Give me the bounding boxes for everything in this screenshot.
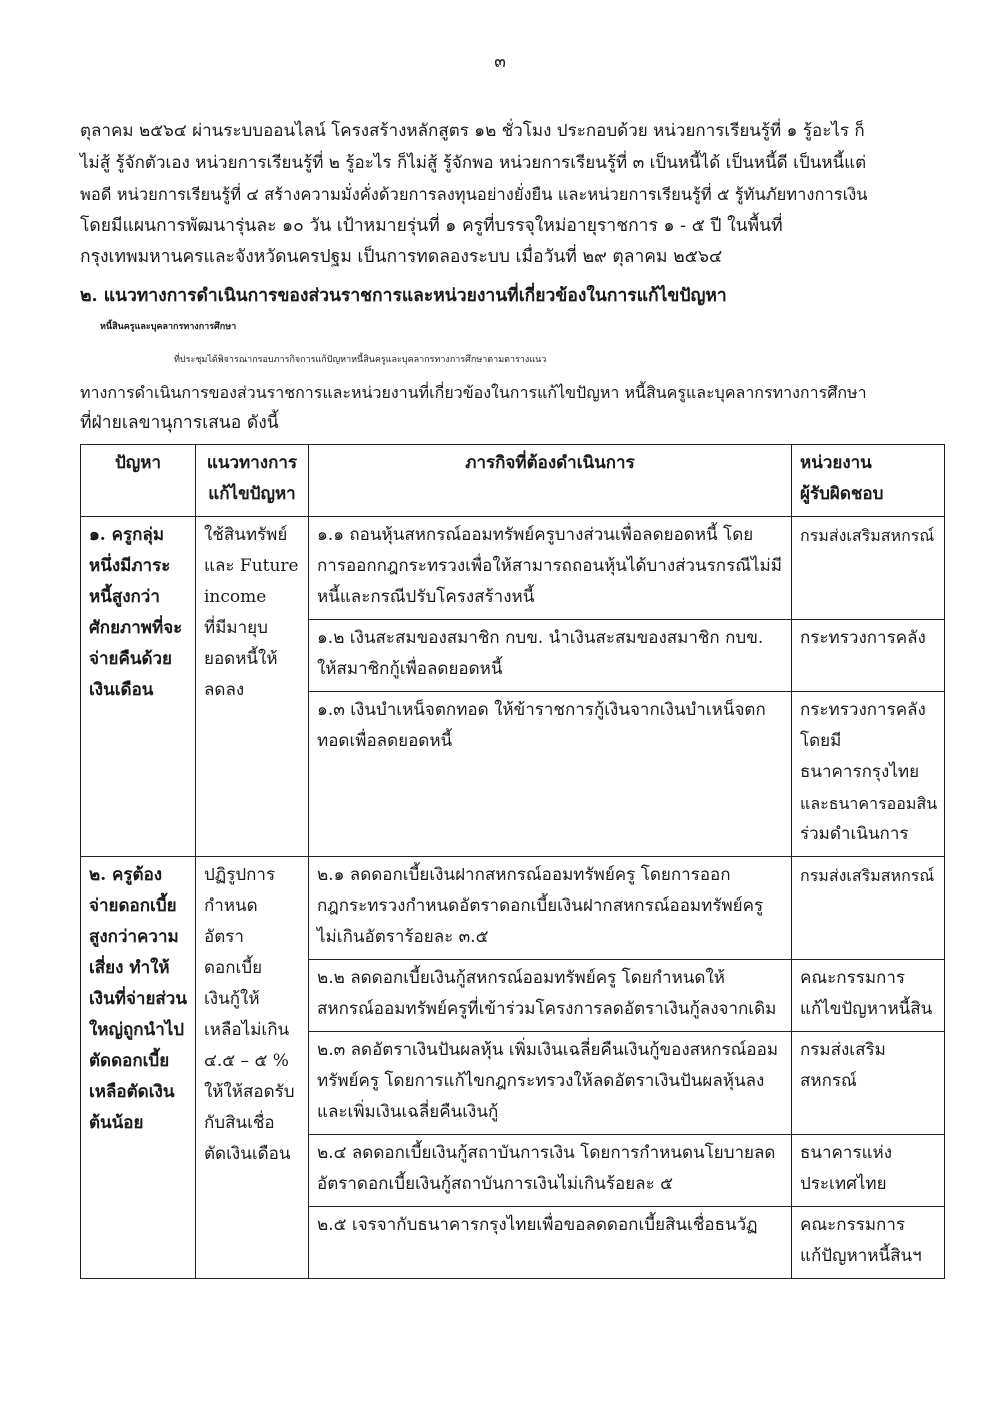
mission-line: สหกรณ์ออมทรัพย์ครูที่เข้าร่วมโครงการลดอัตราเงินกู้ลงจากเดิม bbox=[317, 999, 777, 1019]
problem-line: ๑. ครูกลุ่ม bbox=[89, 525, 165, 545]
mission-cell bbox=[309, 620, 792, 692]
approach-line: อัตรา bbox=[204, 927, 244, 947]
mission-cell bbox=[309, 857, 792, 960]
approach-line: ปฏิรูปการ bbox=[204, 865, 276, 885]
agency-line: ประเทศไทย bbox=[800, 1174, 887, 1194]
page-number: ๓ bbox=[494, 52, 506, 72]
mission-line: อัตราดอกเบี้ยเงินกู้สถาบันการเงินไม่เกินร้อยละ ๕ bbox=[317, 1174, 673, 1194]
problem-line: จ่ายคืนด้วย bbox=[89, 649, 173, 669]
agency-line: กรมส่งเสริม bbox=[800, 1040, 886, 1060]
problem-line: หนึ่งมีภาระ bbox=[89, 556, 171, 576]
agency-line: แก้ไขปัญหาหนี้สิน bbox=[800, 999, 933, 1019]
mission-cell bbox=[309, 692, 792, 857]
agency-line: กรมส่งเสริมสหกรณ์ bbox=[800, 866, 935, 885]
problem-line: หนี้สูงกว่า bbox=[89, 587, 160, 607]
agency-cell bbox=[792, 692, 945, 857]
approach-line: และ Future bbox=[204, 556, 299, 576]
agency-line: กระทรวงการคลัง bbox=[800, 700, 926, 720]
table-row bbox=[81, 857, 945, 960]
mission-line: ไม่เกินอัตราร้อยละ ๓.๕ bbox=[317, 927, 489, 947]
mission-cell bbox=[309, 1207, 792, 1279]
agency-cell bbox=[792, 1032, 945, 1135]
approach-line: ยอดหนี้ให้ bbox=[204, 649, 278, 669]
mission-line: การออกกฎกระทรวงเพื่อให้สามารถถอนหุ้นได้บางส่วนรกรณีไม่มี bbox=[317, 556, 782, 576]
text-line: ที่ประชุมได้พิจารณากรอบภารกิจการแก้ปัญหาหนี้สินครูและบุคลากรทางการศึกษาตามตารางแนว bbox=[174, 355, 547, 365]
problem-line: เหลือตัดเงิน bbox=[89, 1082, 175, 1102]
text-line: พอดี หน่วยการเรียนรู้ที่ ๔ สร้างความมั่งคั่งด้วยการลงทุนอย่างยั่งยืน และหน่วยการเรียนรู้ที่ ๕ รู้ทันภัยทางการเงิน bbox=[80, 185, 868, 204]
mission-line: ๒.๑ ลดดอกเบี้ยเงินฝากสหกรณ์ออมทรัพย์ครู โดยการออก bbox=[317, 865, 731, 885]
consideration-paragraph bbox=[80, 345, 873, 440]
agency-cell bbox=[792, 960, 945, 1032]
mission-line: ทรัพย์ครู โดยการแก้ไขกฎกระทรวงให้ลดอัตราเงินปันผลหุ้นลง bbox=[317, 1071, 765, 1091]
text-line: โดยมีแผนการพัฒนารุ่นละ ๑๐ วัน เป้าหมายรุ่นที่ ๑ ครูที่บรรจุใหม่อายุราชการ ๑ - ๕ ปี ในพื้นที่ bbox=[80, 215, 783, 236]
section-heading bbox=[80, 281, 880, 343]
agency-line: กรมส่งเสริมสหกรณ์ bbox=[800, 526, 935, 545]
mission-cell bbox=[309, 1135, 792, 1207]
table-row bbox=[81, 517, 945, 620]
mission-line: กฎกระทรวงกำหนดอัตราดอกเบี้ยเงินฝากสหกรณ์ออมทรัพย์ครู bbox=[317, 896, 764, 916]
mission-line: ๑.๑ ถอนหุ้นสหกรณ์ออมทรัพย์ครูบางส่วนเพื่อลดยอดหนี้ โดย bbox=[317, 525, 754, 545]
agency-line: แก้ปัญหาหนี้สินฯ bbox=[800, 1246, 922, 1266]
agency-line: ธนาคารกรุงไทย bbox=[800, 762, 920, 782]
problem-cell bbox=[81, 517, 196, 857]
agency-cell bbox=[792, 1135, 945, 1207]
section-heading-line: หนี้สินครูและบุคลากรทางการศึกษา bbox=[100, 322, 237, 332]
problem-line: ศักยภาพที่จะ bbox=[89, 618, 183, 638]
problem-cell bbox=[81, 857, 196, 1279]
approach-line: เงินกู้ให้ bbox=[204, 989, 260, 1009]
mission-cell bbox=[309, 1032, 792, 1135]
approach-cell bbox=[196, 517, 309, 857]
intro-paragraph bbox=[80, 116, 873, 274]
text-line: ตุลาคม ๒๕๖๔ ผ่านระบบออนไลน์ โครงสร้างหลักสูตร ๑๒ ชั่วโมง ประกอบด้วย หน่วยการเรียนรู้ที่ ๑ รู้อะไร ก็ bbox=[80, 121, 865, 141]
problem-line: จ่ายดอกเบี้ย bbox=[89, 896, 177, 916]
table-header-row bbox=[81, 445, 945, 517]
mission-line: หนี้และกรณีปรับโครงสร้างหนี้ bbox=[317, 587, 535, 607]
problem-line: ตัดดอกเบี้ย bbox=[89, 1051, 170, 1071]
mission-line: ทอดเพื่อลดยอดหนี้ bbox=[317, 731, 453, 751]
mission-line: ให้สมาชิกกู้เพื่อลดยอดหนี้ bbox=[317, 659, 503, 679]
mission-line: ๒.๔ ลดดอกเบี้ยเงินกู้สถาบันการเงิน โดยการกำหนดนโยบายลด bbox=[317, 1143, 776, 1163]
agency-line: ธนาคารแห่ง bbox=[800, 1143, 893, 1163]
agency-line: คณะกรรมการ bbox=[800, 1215, 906, 1235]
mission-line: ๒.๒ ลดดอกเบี้ยเงินกู้สหกรณ์ออมทรัพย์ครู โดยกำหนดให้ bbox=[317, 968, 725, 988]
mission-cell bbox=[309, 517, 792, 620]
agency-line: กระทรวงการคลัง bbox=[800, 628, 926, 648]
approach-line: กำหนด bbox=[204, 896, 258, 916]
agency-line: โดยมี bbox=[800, 731, 842, 751]
approach-line: ลดลง bbox=[204, 680, 245, 700]
mission-line: ๒.๓ ลดอัตราเงินปันผลหุ้น เพิ่มเงินเฉลี่ยคืนเงินกู้ของสหกรณ์ออม bbox=[317, 1040, 779, 1060]
mission-line: และเพิ่มเงินเฉลี่ยคืนเงินกู้ bbox=[317, 1102, 499, 1122]
section-heading-line: ๒. แนวทางการดำเนินการของส่วนราชการและหน่วยงานที่เกี่ยวข้องในการแก้ไขปัญหา bbox=[80, 286, 727, 306]
header-approach: แนวทางการ แก้ไขปัญหา bbox=[196, 445, 309, 517]
header-mission: ภารกิจที่ต้องดำเนินการ bbox=[309, 445, 792, 517]
agency-cell bbox=[792, 620, 945, 692]
approach-line: เหลือไม่เกิน bbox=[204, 1020, 290, 1040]
problem-line: ต้นน้อย bbox=[89, 1113, 144, 1133]
approach-line: ให้ให้สอดรับ bbox=[204, 1082, 295, 1102]
approach-line: ดอกเบี้ย bbox=[204, 958, 263, 978]
agency-line: ร่วมดำเนินการ bbox=[800, 824, 909, 844]
approach-line: ๔.๕ – ๕ % bbox=[204, 1051, 289, 1071]
approach-line: กับสินเชื่อ bbox=[204, 1113, 275, 1133]
header-agency: หน่วยงาน ผู้รับผิดชอบ bbox=[792, 445, 945, 517]
problem-line: เงินเดือน bbox=[89, 680, 154, 700]
problem-line: ใหญ่ถูกนำไป bbox=[89, 1020, 185, 1040]
approach-line: ตัดเงินเดือน bbox=[204, 1144, 291, 1164]
mission-line: ๑.๒ เงินสะสมของสมาชิก กบข. นำเงินสะสมของสมาชิก กบข. bbox=[317, 628, 764, 648]
problem-line: เสี่ยง ทำให้ bbox=[89, 958, 170, 978]
problem-line: ๒. ครูต้อง bbox=[89, 865, 163, 885]
agency-cell bbox=[792, 1207, 945, 1279]
mission-line: ๒.๕ เจรจากับธนาคารกรุงไทยเพื่อขอลดดอกเบี้ยสินเชื่อธนวัฏ bbox=[317, 1215, 758, 1235]
text-line: กรุงเทพมหานครและจังหวัดนครปฐม เป็นการทดลองระบบ เมื่อวันที่ ๒๙ ตุลาคม ๒๕๖๔ bbox=[80, 247, 723, 267]
approach-line: ใช้สินทรัพย์ bbox=[204, 525, 288, 545]
table-body bbox=[81, 517, 945, 1279]
approach-cell bbox=[196, 857, 309, 1279]
agency-line: สหกรณ์ bbox=[800, 1071, 857, 1091]
text-line: ทางการดำเนินการของส่วนราชการและหน่วยงานที่เกี่ยวข้องในการแก้ไขปัญหา หนี้สินครูและบุคลากรทางการศึกษา bbox=[80, 382, 867, 402]
responsibility-table bbox=[80, 444, 945, 1279]
header-problem: ปัญหา bbox=[81, 445, 196, 517]
agency-line: และธนาคารออมสิน bbox=[800, 794, 938, 813]
agency-cell bbox=[792, 517, 945, 620]
mission-cell bbox=[309, 960, 792, 1032]
text-line: ไม่สู้ รู้จักตัวเอง หน่วยการเรียนรู้ที่ ๒ รู้อะไร ก็ไม่สู้ รู้จักพอ หน่วยการเรียนรู้ที่ ๓ เป็นหนี้ได้ เป็นหนี้ดี เป็นหนี้แต่ bbox=[80, 152, 867, 173]
approach-line: ที่มีมายุบ bbox=[204, 618, 268, 638]
problem-line: เงินที่จ่ายส่วน bbox=[89, 989, 187, 1009]
approach-line: income bbox=[204, 587, 267, 607]
text-line: ที่ฝ่ายเลขานุการเสนอ ดังนี้ bbox=[80, 413, 279, 433]
problem-line: สูงกว่าความ bbox=[89, 927, 179, 947]
agency-cell bbox=[792, 857, 945, 960]
mission-line: ๑.๓ เงินบำเหน็จตกทอด ให้ข้าราชการกู้เงินจากเงินบำเหน็จตก bbox=[317, 700, 766, 720]
agency-line: คณะกรรมการ bbox=[800, 968, 906, 988]
